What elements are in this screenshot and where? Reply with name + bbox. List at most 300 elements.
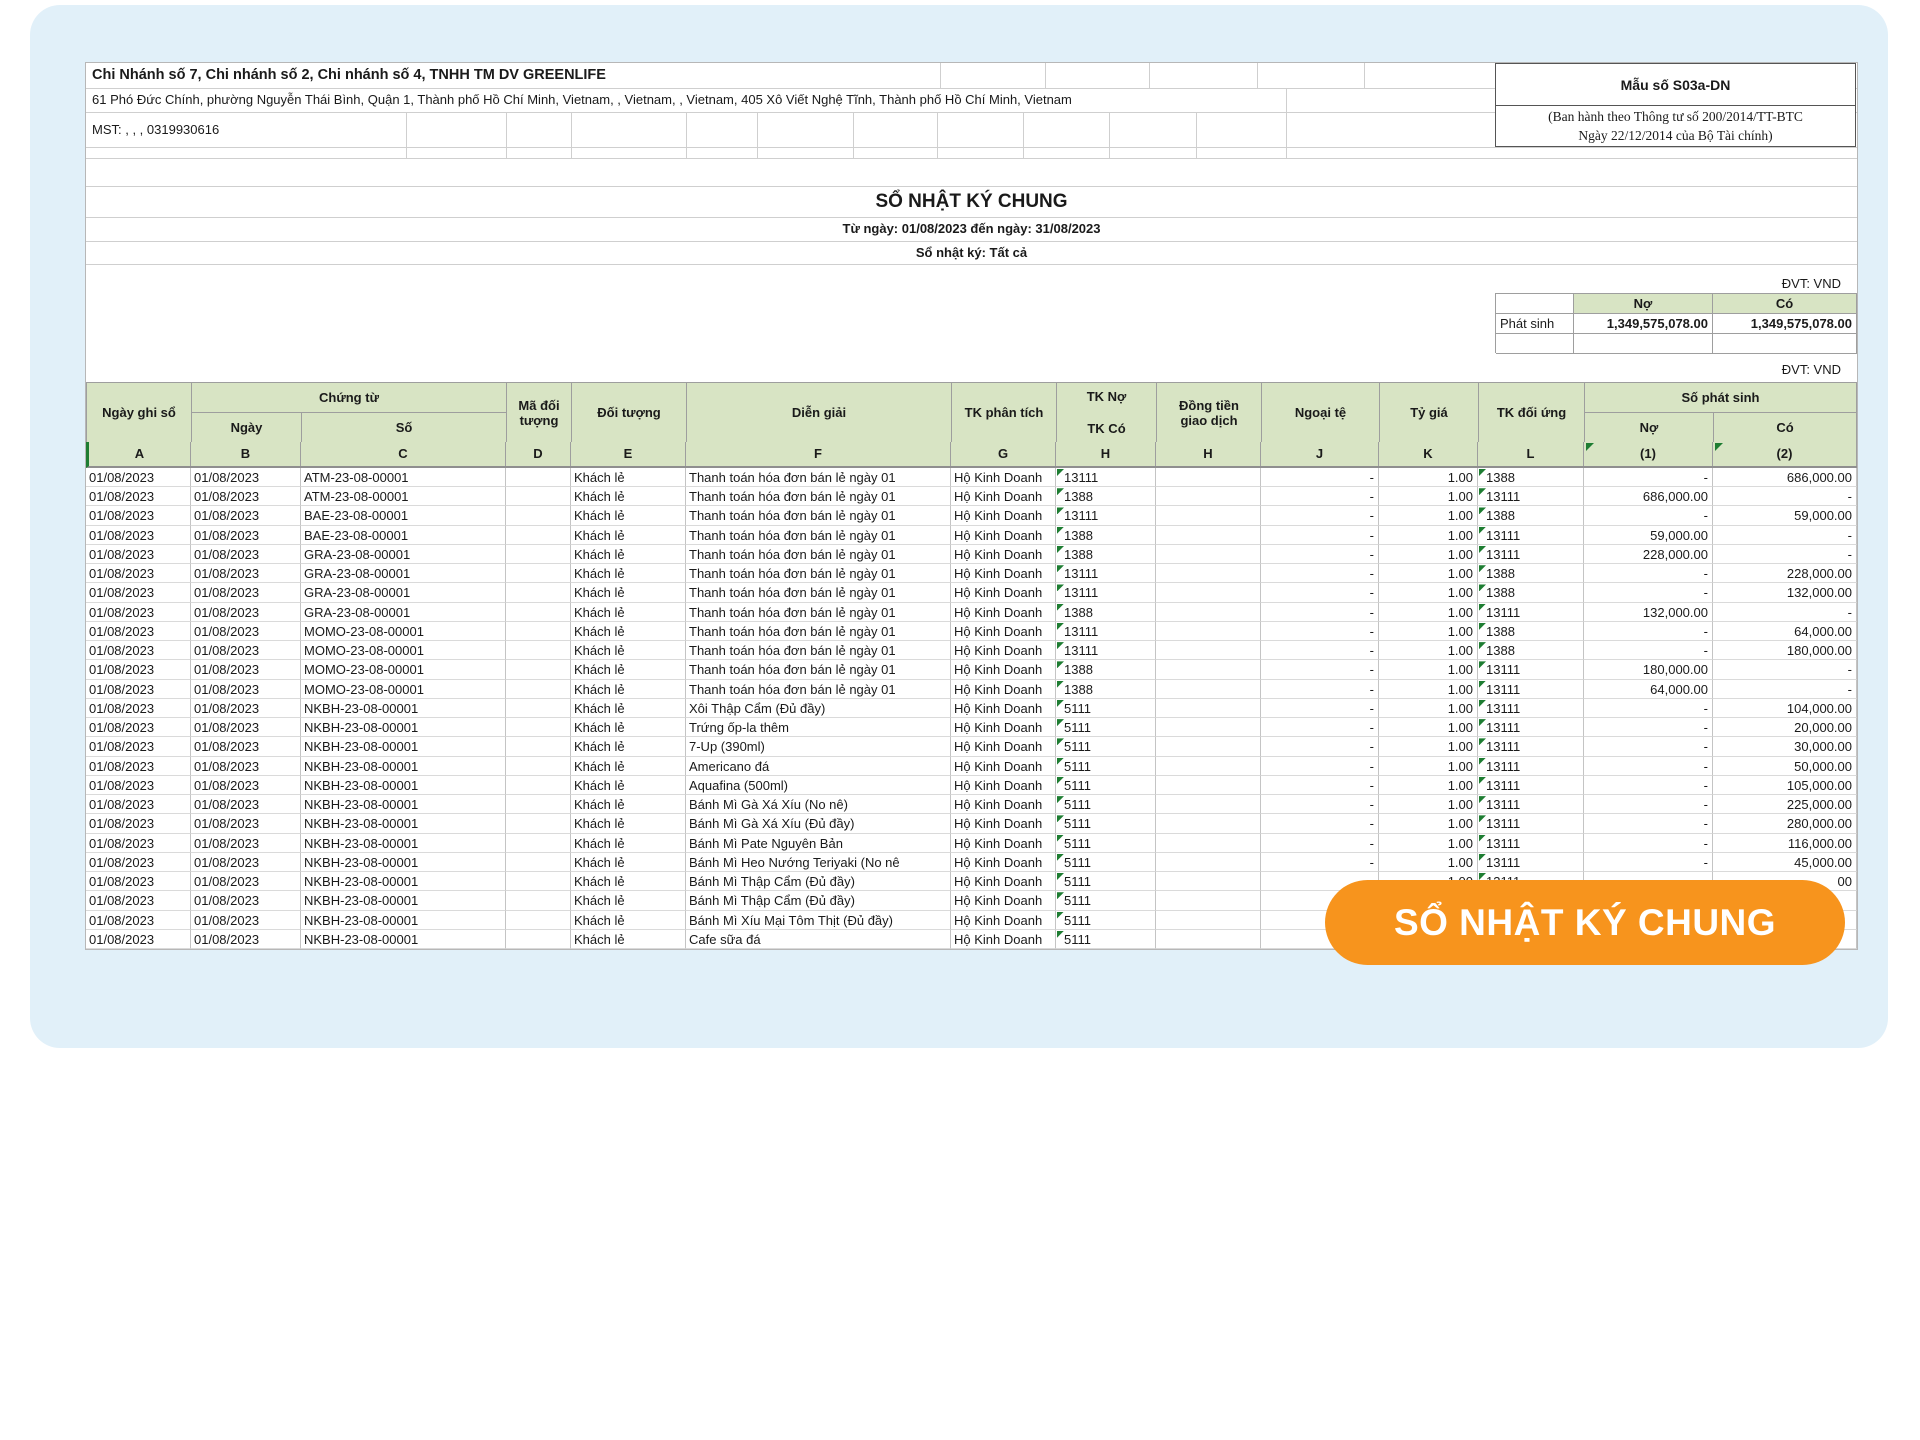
cell-k: 1.00: [1379, 776, 1478, 795]
cell-d: [506, 737, 571, 756]
cell-no: -: [1584, 699, 1713, 718]
summary-empty: [1496, 334, 1574, 354]
cell-g: Hộ Kinh Doanh: [951, 680, 1056, 699]
cell-no: -: [1584, 795, 1713, 814]
cell-dt: [1156, 699, 1261, 718]
cell-b: 01/08/2023: [191, 468, 301, 487]
cell-co: -: [1713, 603, 1857, 622]
cell-co: 45,000.00: [1713, 853, 1857, 872]
cell-a: 01/08/2023: [86, 660, 191, 679]
cell-j: -: [1261, 699, 1379, 718]
cell-h: 5111: [1056, 872, 1156, 891]
cell-f: Aquafina (500ml): [686, 776, 951, 795]
cell-b: 01/08/2023: [191, 930, 301, 949]
cell-co: 104,000.00: [1713, 699, 1857, 718]
cell-k: 1.00: [1379, 526, 1478, 545]
cell-j: -: [1261, 564, 1379, 583]
cell-g: Hộ Kinh Doanh: [951, 930, 1056, 949]
cell-b: 01/08/2023: [191, 526, 301, 545]
cell-j: -: [1261, 641, 1379, 660]
cell-e: Khách lẻ: [571, 641, 686, 660]
cell-l: 13111: [1478, 776, 1584, 795]
cell-d: [506, 603, 571, 622]
table-row: [86, 718, 1857, 737]
cell-k: 1.00: [1379, 718, 1478, 737]
cell-b: 01/08/2023: [191, 872, 301, 891]
column-letters-row: [86, 442, 1857, 468]
cell-g: Hộ Kinh Doanh: [951, 737, 1056, 756]
cell-h: 13111: [1056, 622, 1156, 641]
cell-f: Xôi Thập Cẩm (Đủ đầy): [686, 699, 951, 718]
cell-h: 1388: [1056, 487, 1156, 506]
cell-h: 5111: [1056, 699, 1156, 718]
summary-empty: [1713, 334, 1857, 354]
cell-e: Khách lẻ: [571, 526, 686, 545]
summary-empty: [1574, 334, 1713, 354]
unit-label: ĐVT: VND: [1781, 276, 1841, 291]
cell-e: Khách lẻ: [571, 737, 686, 756]
cell-k: 1.00: [1379, 468, 1478, 487]
cell-g: Hộ Kinh Doanh: [951, 834, 1056, 853]
cell-c: BAE-23-08-00001: [301, 506, 506, 525]
cell-e: Khách lẻ: [571, 506, 686, 525]
cell-d: [506, 487, 571, 506]
cell-c: NKBH-23-08-00001: [301, 930, 506, 949]
cell-f: Bánh Mì Thập Cẩm (Đủ đầy): [686, 872, 951, 891]
cell-co: -: [1713, 487, 1857, 506]
cell-g: Hộ Kinh Doanh: [951, 757, 1056, 776]
cell-c: GRA-23-08-00001: [301, 564, 506, 583]
cell-l: 13111: [1478, 718, 1584, 737]
cell-l: 1388: [1478, 468, 1584, 487]
cell-b: 01/08/2023: [191, 757, 301, 776]
cell-l: 13111: [1478, 795, 1584, 814]
cell-dt: [1156, 487, 1261, 506]
table-row: [86, 699, 1857, 718]
cell-e: Khách lẻ: [571, 757, 686, 776]
summary-debit-total: 1,349,575,078.00: [1574, 314, 1713, 334]
cell-d: [506, 564, 571, 583]
cell-d: [506, 872, 571, 891]
form-issuance-line1: (Ban hành theo Thông tư số 200/2014/TT-BTC: [1548, 109, 1803, 124]
cell-j: -: [1261, 622, 1379, 641]
header-ngay: Ngày: [192, 413, 302, 443]
cell-no: -: [1584, 641, 1713, 660]
cell-d: [506, 757, 571, 776]
cell-co: 105,000.00: [1713, 776, 1857, 795]
cell-co: -: [1713, 660, 1857, 679]
cell-g: Hộ Kinh Doanh: [951, 622, 1056, 641]
cell-j: -: [1261, 853, 1379, 872]
company-tax-id: MST: , , , 0319930616: [92, 122, 220, 137]
form-code-box: [1495, 63, 1856, 147]
cell-co: 225,000.00: [1713, 795, 1857, 814]
cell-co: 59,000.00: [1713, 506, 1857, 525]
cell-l: 13111: [1478, 487, 1584, 506]
table-row: [86, 487, 1857, 506]
cell-b: 01/08/2023: [191, 699, 301, 718]
cell-j: -: [1261, 487, 1379, 506]
cell-a: 01/08/2023: [86, 718, 191, 737]
cell-k: 1.00: [1379, 853, 1478, 872]
cell-c: BAE-23-08-00001: [301, 526, 506, 545]
cell-j: -: [1261, 603, 1379, 622]
cell-no: -: [1584, 776, 1713, 795]
cell-h: 5111: [1056, 776, 1156, 795]
cell-j: -: [1261, 660, 1379, 679]
cell-no: 228,000.00: [1584, 545, 1713, 564]
cell-e: Khách lẻ: [571, 911, 686, 930]
header-so: Số: [302, 413, 507, 443]
cell-a: 01/08/2023: [86, 930, 191, 949]
cell-l: 13111: [1478, 853, 1584, 872]
report-journal-filter: Sổ nhật ký: Tất cả: [915, 245, 1028, 260]
cell-l: 1388: [1478, 506, 1584, 525]
header-dong-tien: Đồng tiền giao dịch: [1157, 383, 1262, 443]
header-ma-doi-tuong: Mã đối tượng: [507, 383, 572, 443]
cell-g: Hộ Kinh Doanh: [951, 718, 1056, 737]
cell-e: Khách lẻ: [571, 834, 686, 853]
cell-co: 50,000.00: [1713, 757, 1857, 776]
header-ngoai-te: Ngoại tệ: [1262, 383, 1380, 443]
cell-c: NKBH-23-08-00001: [301, 891, 506, 910]
cell-no: -: [1584, 506, 1713, 525]
form-issuance: [1496, 107, 1855, 145]
column-letter-9: H: [1156, 442, 1261, 466]
cell-g: Hộ Kinh Doanh: [951, 872, 1056, 891]
cell-k: 1.00: [1379, 487, 1478, 506]
cell-l: 13111: [1478, 545, 1584, 564]
cell-d: [506, 583, 571, 602]
cell-co: 180,000.00: [1713, 641, 1857, 660]
cell-b: 01/08/2023: [191, 911, 301, 930]
cell-h: 5111: [1056, 834, 1156, 853]
cell-a: 01/08/2023: [86, 468, 191, 487]
cell-f: Cafe sữa đá: [686, 930, 951, 949]
cell-a: 01/08/2023: [86, 834, 191, 853]
cell-dt: [1156, 776, 1261, 795]
header-tk-no: TK Nợ: [1086, 389, 1127, 404]
cell-e: Khách lẻ: [571, 603, 686, 622]
cell-k: 1.00: [1379, 834, 1478, 853]
table-row: [86, 834, 1857, 853]
cell-h: 5111: [1056, 891, 1156, 910]
cell-j: -: [1261, 583, 1379, 602]
cell-c: MOMO-23-08-00001: [301, 660, 506, 679]
cell-f: Thanh toán hóa đơn bán lẻ ngày 01: [686, 641, 951, 660]
cell-a: 01/08/2023: [86, 603, 191, 622]
table-row: [86, 545, 1857, 564]
cell-l: 13111: [1478, 757, 1584, 776]
cell-c: MOMO-23-08-00001: [301, 680, 506, 699]
cell-no: -: [1584, 814, 1713, 833]
cell-a: 01/08/2023: [86, 545, 191, 564]
cell-f: Thanh toán hóa đơn bán lẻ ngày 01: [686, 526, 951, 545]
journal-badge-button[interactable]: SỔ NHẬT KÝ CHUNG: [1325, 880, 1845, 965]
cell-h: 5111: [1056, 853, 1156, 872]
cell-no: 686,000.00: [1584, 487, 1713, 506]
cell-e: Khách lẻ: [571, 776, 686, 795]
cell-f: Thanh toán hóa đơn bán lẻ ngày 01: [686, 622, 951, 641]
cell-a: 01/08/2023: [86, 757, 191, 776]
cell-g: Hộ Kinh Doanh: [951, 641, 1056, 660]
cell-f: Thanh toán hóa đơn bán lẻ ngày 01: [686, 583, 951, 602]
cell-a: 01/08/2023: [86, 891, 191, 910]
cell-a: 01/08/2023: [86, 641, 191, 660]
cell-k: 1.00: [1379, 506, 1478, 525]
cell-c: GRA-23-08-00001: [301, 583, 506, 602]
column-letter-1: A: [89, 442, 191, 466]
cell-h: 5111: [1056, 814, 1156, 833]
cell-b: 01/08/2023: [191, 564, 301, 583]
cell-no: 59,000.00: [1584, 526, 1713, 545]
cell-f: 7-Up (390ml): [686, 737, 951, 756]
cell-g: Hộ Kinh Doanh: [951, 795, 1056, 814]
cell-l: 13111: [1478, 680, 1584, 699]
cell-c: NKBH-23-08-00001: [301, 757, 506, 776]
cell-d: [506, 834, 571, 853]
cell-b: 01/08/2023: [191, 737, 301, 756]
cell-b: 01/08/2023: [191, 506, 301, 525]
cell-c: NKBH-23-08-00001: [301, 776, 506, 795]
cell-dt: [1156, 737, 1261, 756]
cell-dt: [1156, 891, 1261, 910]
cell-dt: [1156, 911, 1261, 930]
cell-f: Bánh Mì Xíu Mại Tôm Thịt (Đủ đầy): [686, 911, 951, 930]
cell-c: GRA-23-08-00001: [301, 603, 506, 622]
table-row: [86, 603, 1857, 622]
cell-dt: [1156, 468, 1261, 487]
cell-c: NKBH-23-08-00001: [301, 699, 506, 718]
cell-k: 1.00: [1379, 814, 1478, 833]
cell-a: 01/08/2023: [86, 487, 191, 506]
cell-h: 13111: [1056, 506, 1156, 525]
cell-co: 116,000.00: [1713, 834, 1857, 853]
cell-dt: [1156, 583, 1261, 602]
cell-c: NKBH-23-08-00001: [301, 911, 506, 930]
cell-g: Hộ Kinh Doanh: [951, 776, 1056, 795]
cell-e: Khách lẻ: [571, 718, 686, 737]
cell-g: Hộ Kinh Doanh: [951, 911, 1056, 930]
table-body: [86, 468, 1857, 949]
column-letter-8: H: [1056, 442, 1156, 466]
cell-l: 13111: [1478, 699, 1584, 718]
cell-no: 64,000.00: [1584, 680, 1713, 699]
cell-d: [506, 699, 571, 718]
cell-e: Khách lẻ: [571, 853, 686, 872]
cell-e: Khách lẻ: [571, 699, 686, 718]
cell-c: NKBH-23-08-00001: [301, 834, 506, 853]
cell-g: Hộ Kinh Doanh: [951, 891, 1056, 910]
cell-c: NKBH-23-08-00001: [301, 795, 506, 814]
column-letter-6: F: [686, 442, 951, 466]
cell-k: 1.00: [1379, 757, 1478, 776]
cell-d: [506, 680, 571, 699]
cell-c: NKBH-23-08-00001: [301, 872, 506, 891]
cell-l: 13111: [1478, 526, 1584, 545]
cell-no: -: [1584, 757, 1713, 776]
cell-b: 01/08/2023: [191, 603, 301, 622]
cell-f: Thanh toán hóa đơn bán lẻ ngày 01: [686, 487, 951, 506]
cell-h: 5111: [1056, 757, 1156, 776]
cell-b: 01/08/2023: [191, 641, 301, 660]
cell-d: [506, 930, 571, 949]
cell-e: Khách lẻ: [571, 622, 686, 641]
cell-g: Hộ Kinh Doanh: [951, 699, 1056, 718]
table-row: [86, 776, 1857, 795]
cell-dt: [1156, 526, 1261, 545]
cell-c: NKBH-23-08-00001: [301, 737, 506, 756]
cell-d: [506, 641, 571, 660]
cell-l: 1388: [1478, 622, 1584, 641]
cell-f: Thanh toán hóa đơn bán lẻ ngày 01: [686, 468, 951, 487]
cell-dt: [1156, 757, 1261, 776]
cell-h: 13111: [1056, 564, 1156, 583]
cell-g: Hộ Kinh Doanh: [951, 583, 1056, 602]
cell-k: 1.00: [1379, 641, 1478, 660]
cell-no: -: [1584, 834, 1713, 853]
cell-a: 01/08/2023: [86, 526, 191, 545]
cell-j: -: [1261, 718, 1379, 737]
cell-dt: [1156, 718, 1261, 737]
company-name: Chi Nhánh số 7, Chi nhánh số 2, Chi nhánh số 4, TNHH TM DV GREENLIFE: [92, 67, 606, 83]
unit-label-2: ĐVT: VND: [1781, 362, 1841, 377]
table-row: [86, 526, 1857, 545]
cell-k: 1.00: [1379, 699, 1478, 718]
cell-h: 1388: [1056, 603, 1156, 622]
cell-d: [506, 622, 571, 641]
cell-b: 01/08/2023: [191, 795, 301, 814]
header-tk-doi-ung: TK đối ứng: [1479, 383, 1585, 443]
cell-h: 1388: [1056, 526, 1156, 545]
cell-j: -: [1261, 757, 1379, 776]
cell-d: [506, 776, 571, 795]
cell-dt: [1156, 930, 1261, 949]
table-header: [86, 382, 1857, 442]
cell-f: Bánh Mì Pate Nguyên Bản: [686, 834, 951, 853]
cell-co: 30,000.00: [1713, 737, 1857, 756]
table-row: [86, 757, 1857, 776]
cell-l: 13111: [1478, 834, 1584, 853]
cell-c: NKBH-23-08-00001: [301, 853, 506, 872]
cell-no: -: [1584, 737, 1713, 756]
company-address: 61 Phó Đức Chính, phường Nguyễn Thái Bình, Quận 1, Thành phố Hồ Chí Minh, Vietnam, , Vietnam, , Vietnam, 405 Xô Viết Nghệ Tĩnh, Thành phố Hồ Chí Minh, Vietnam: [92, 92, 1072, 107]
cell-e: Khách lẻ: [571, 872, 686, 891]
table-row: [86, 795, 1857, 814]
cell-f: Thanh toán hóa đơn bán lẻ ngày 01: [686, 680, 951, 699]
cell-co: 64,000.00: [1713, 622, 1857, 641]
cell-e: Khách lẻ: [571, 583, 686, 602]
cell-dt: [1156, 680, 1261, 699]
column-letter-11: K: [1379, 442, 1478, 466]
cell-dt: [1156, 853, 1261, 872]
table-row: [86, 564, 1857, 583]
cell-b: 01/08/2023: [191, 776, 301, 795]
cell-dt: [1156, 564, 1261, 583]
cell-d: [506, 468, 571, 487]
summary-row-label: Phát sinh: [1496, 314, 1574, 334]
cell-co: -: [1713, 680, 1857, 699]
cell-j: -: [1261, 795, 1379, 814]
cell-c: NKBH-23-08-00001: [301, 718, 506, 737]
cell-d: [506, 526, 571, 545]
column-letter-13: (1): [1584, 442, 1713, 466]
cell-a: 01/08/2023: [86, 622, 191, 641]
table-row: [86, 506, 1857, 525]
cell-f: Thanh toán hóa đơn bán lẻ ngày 01: [686, 564, 951, 583]
cell-a: 01/08/2023: [86, 564, 191, 583]
cell-f: Bánh Mì Thập Cẩm (Đủ đầy): [686, 891, 951, 910]
cell-d: [506, 718, 571, 737]
cell-k: 1.00: [1379, 583, 1478, 602]
table-row: [86, 641, 1857, 660]
cell-j: -: [1261, 526, 1379, 545]
cell-j: -: [1261, 776, 1379, 795]
table-row: [86, 737, 1857, 756]
cell-g: Hộ Kinh Doanh: [951, 564, 1056, 583]
cell-co: -: [1713, 526, 1857, 545]
cell-h: 5111: [1056, 737, 1156, 756]
cell-f: Thanh toán hóa đơn bán lẻ ngày 01: [686, 545, 951, 564]
cell-f: Bánh Mì Gà Xá Xíu (No nê): [686, 795, 951, 814]
header-ty-gia: Tỷ giá: [1380, 383, 1479, 443]
cell-b: 01/08/2023: [191, 814, 301, 833]
summary-debit-header: Nợ: [1574, 294, 1713, 314]
cell-a: 01/08/2023: [86, 911, 191, 930]
cell-e: Khách lẻ: [571, 468, 686, 487]
cell-f: Thanh toán hóa đơn bán lẻ ngày 01: [686, 603, 951, 622]
cell-g: Hộ Kinh Doanh: [951, 814, 1056, 833]
cell-no: -: [1584, 468, 1713, 487]
cell-g: Hộ Kinh Doanh: [951, 526, 1056, 545]
cell-dt: [1156, 795, 1261, 814]
cell-e: Khách lẻ: [571, 795, 686, 814]
header-co: Có: [1714, 413, 1857, 443]
cell-a: 01/08/2023: [86, 583, 191, 602]
cell-a: 01/08/2023: [86, 680, 191, 699]
cell-h: 1388: [1056, 660, 1156, 679]
cell-c: GRA-23-08-00001: [301, 545, 506, 564]
cell-h: 5111: [1056, 795, 1156, 814]
cell-k: 1.00: [1379, 545, 1478, 564]
cell-no: -: [1584, 583, 1713, 602]
table-row: [86, 814, 1857, 833]
cell-g: Hộ Kinh Doanh: [951, 545, 1056, 564]
cell-d: [506, 814, 571, 833]
form-code: Mẫu số S03a-DN: [1496, 64, 1855, 106]
cell-no: -: [1584, 853, 1713, 872]
summary-credit-header: Có: [1713, 294, 1857, 314]
cell-dt: [1156, 622, 1261, 641]
cell-a: 01/08/2023: [86, 795, 191, 814]
cell-b: 01/08/2023: [191, 622, 301, 641]
cell-b: 01/08/2023: [191, 660, 301, 679]
form-issuance-line2: Ngày 22/12/2014 của Bộ Tài chính): [1578, 128, 1773, 143]
cell-no: -: [1584, 718, 1713, 737]
table-row: [86, 468, 1857, 487]
cell-g: Hộ Kinh Doanh: [951, 603, 1056, 622]
cell-h: 13111: [1056, 583, 1156, 602]
cell-j: -: [1261, 506, 1379, 525]
cell-j: -: [1261, 680, 1379, 699]
cell-e: Khách lẻ: [571, 564, 686, 583]
cell-co: 132,000.00: [1713, 583, 1857, 602]
table-row: [86, 583, 1857, 602]
cell-dt: [1156, 660, 1261, 679]
report-title: SỔ NHẬT KÝ CHUNG: [875, 191, 1068, 212]
table-row: [86, 660, 1857, 679]
cell-d: [506, 545, 571, 564]
